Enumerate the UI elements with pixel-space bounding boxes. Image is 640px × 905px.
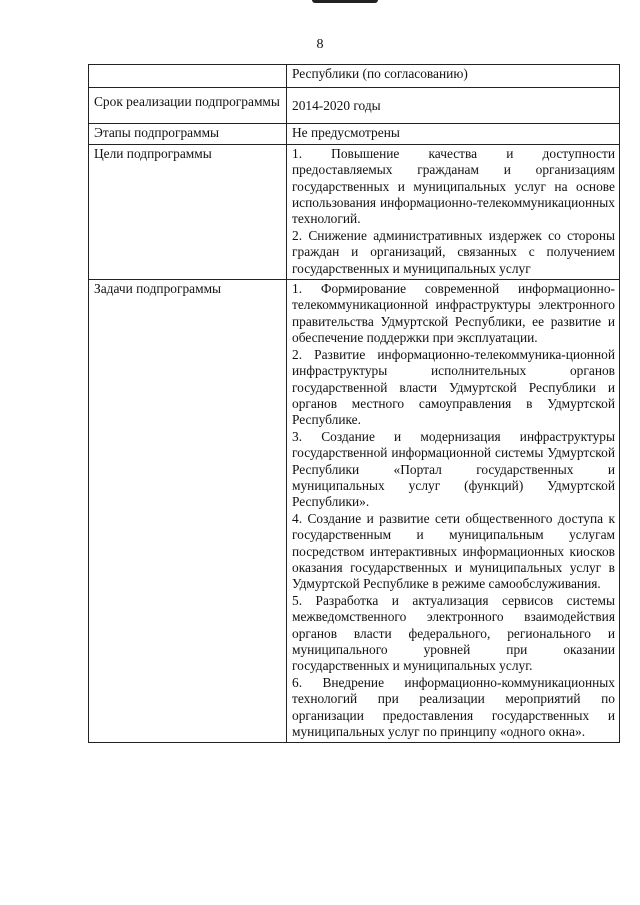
table-row: [89, 280, 620, 743]
row-value-paragraph: Не предусмотрены: [292, 125, 400, 141]
row-label: Задачи подпрограммы: [89, 280, 287, 743]
row-label: [89, 65, 287, 88]
subprogram-passport-table: [88, 64, 620, 743]
row-label: Этапы подпрограммы: [89, 124, 287, 144]
row-value-paragraph: 2. Снижение административных издержек со стороны граждан и организаций, связанных с получением государственных и муниципальных услуг: [292, 227, 615, 276]
row-value: [287, 144, 620, 279]
row-value: [287, 124, 620, 144]
page-top-mark: [312, 0, 378, 3]
table-row: [89, 65, 620, 88]
row-value: [287, 88, 620, 124]
row-value-paragraph: Республики (по согласованию): [292, 66, 468, 81]
table-row: [89, 88, 620, 124]
row-value-paragraph: 1. Повышение качества и доступности предоставляемых гражданам и организациям государственных и муниципальных услуг на основе использования информационно-телекоммуникационных технологий.: [292, 145, 615, 227]
row-value-paragraph: 2014-2020 годы: [292, 98, 381, 113]
page-number: 8: [316, 37, 324, 52]
row-label: Срок реализации подпрограммы: [89, 88, 287, 124]
row-value-paragraph: 3. Создание и модернизация инфраструктуры государственной информационной системы Удмуртской Республики «Портал государственных и муниципальных услуг (функций) Удмуртской Республики».: [292, 428, 615, 510]
row-value-paragraph: 4. Создание и развитие сети общественного доступа к государственным и муниципальным услугам посредством интерактивных информационных киосков оказания государственных и муниципальных услуг в Удмуртской Республике в режиме самообслуживания.: [292, 510, 615, 592]
row-value-paragraph: 6. Внедрение информационно-коммуникационных технологий при реализации мероприятий по организации предоставления государственных и муниципальных услуг по принципу «одного окна».: [292, 674, 615, 740]
row-label: Цели подпрограммы: [89, 144, 287, 279]
row-value-paragraph: 5. Разработка и актуализация сервисов системы межведомственного электронного взаимодействия органов власти федерального, регионального и муниципального уровней при оказании государственных и муниципальных услуг.: [292, 592, 615, 674]
row-value: [287, 65, 620, 88]
table-row: [89, 124, 620, 144]
table-row: [89, 144, 620, 279]
row-value-paragraph: 2. Развитие информационно-телекоммуника-ционной инфраструктуры исполнительных органов государственной власти Удмуртской Республики и органов местного самоуправления в Удмуртской Республике.: [292, 346, 615, 428]
row-value: [287, 280, 620, 743]
row-value-paragraph: 1. Формирование современной информационно-телекоммуникационной инфраструктуры электронного правительства Удмуртской Республики, ее развитие и обеспечение поддержки при эксплуатации.: [292, 281, 615, 346]
